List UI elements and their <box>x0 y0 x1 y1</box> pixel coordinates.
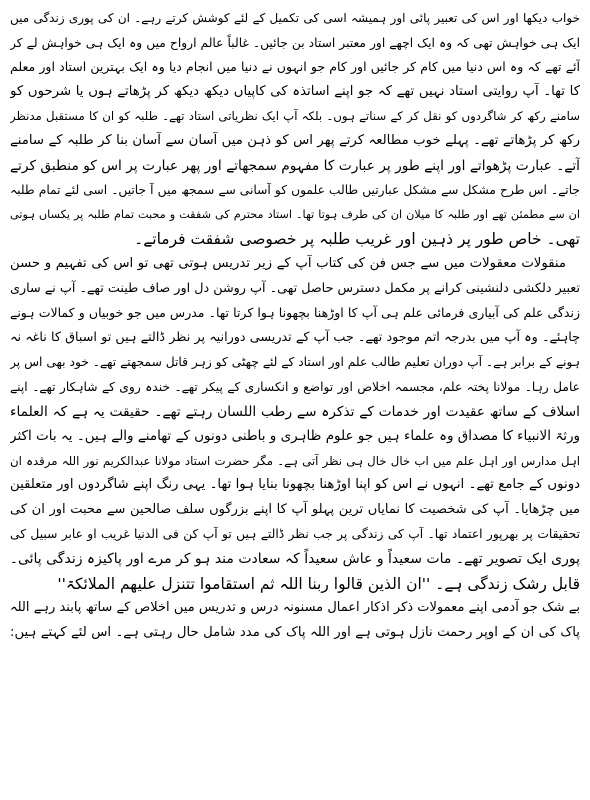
text-line: بے شک جو آدمی اپنے معمولات ذکر اذکار اعمال مسنونہ درس و تدریس میں اخلاص کے ساتھ پابند رہے اللہ <box>10 600 580 616</box>
text-line: چاہئے۔ وہ آپ میں بدرجہ اتم موجود تھے۔ جب آپ کے تدریسی دورانیہ پر نظر ڈالتے ہیں تو اسباق کا ناغہ نہ <box>10 329 580 345</box>
text-line: پاک کی ان کے اوپر رحمت نازل ہوتی ہے اور اللہ پاک کی مدد شامل حال رہتی ہے۔ اس لئے کہتے ہیں: <box>10 624 580 640</box>
text-line: ایک ہی خواہش تھی کہ وہ ایک اچھے اور معتبر استاد بن جائیں۔ غالباً عالم ارواح میں وہ ایک ہی خواہش لے کر <box>10 35 580 50</box>
text-line: میں چڑھایا۔ آپ کی شخصیت کا نمایاں ترین پہلو آپ کا اپنے بزرگوں سلف صالحین سے محبت اور ان کی <box>10 501 580 517</box>
text-line: پوری ایک تصویر تھے۔ مات سعیداً و عاش سعیداً کہ سعادت مند ہو کر مرے اور پاکیزہ زندگی پائی۔ <box>10 551 580 568</box>
text-line: ورثۃ الانبیاء کا مصداق وہ علماء ہیں جو علوم ظاہری و باطنی دونوں کے تھامنے والے ہیں۔ یہ بات اکثر <box>10 428 580 445</box>
text-line: قابل رشک زندگی ہے۔ ''ان الذین قالوا ربنا اللہ ثم استقاموا تتنزل علیھم الملائکۃ'' <box>57 574 580 593</box>
text-line: ان سے مطمئن تھے اور طلبہ کا میلان ان کی طرف ہوتا تھا۔ استاد محترم کی شفقت و محبت تمام طلبہ پر یکساں ہوتی <box>10 207 580 221</box>
text-line: آتے۔ عبارت پڑھواتے اور اپنے طور پر عبارت کا مفہوم سمجھاتے اور پھر عبارت پر اس کو منطبق کرتے <box>10 157 580 174</box>
text-line: منقولات معقولات میں سے جس فن کی کتاب آپ کے زیر تدریس ہوتی تھی تو اس کی تفہیم و حسن <box>10 255 566 271</box>
text-line: تعبیر دلکشی دلنشینی کرانے پر مکمل دسترس حاصل تھی۔ آپ روشن دل اور صاف طینت تھے۔ آپ نے ساری <box>10 280 580 296</box>
text-line: آئے تھے کہ وہ اس دنیا میں کام کر جائیں اور کام جو انہوں نے دنیا میں انجام دیا وہ ایک بہترین استاد اور معلم <box>10 59 580 75</box>
text-line: تحقیقات پر بھرپور اعتماد تھا۔ آپ کی زندگی پر جب نظر ڈالتے ہیں تو آپ کن فی الدنیا غریب او عابر سبیل کی <box>10 527 580 542</box>
text-line: تھی۔ خاص طور پر ذہین اور غریب طلبہ پر خصوصی شفقت فرماتے۔ <box>134 230 580 249</box>
text-line: کا تھا۔ آپ روایتی استاد نہیں تھے کہ جو اپنے اساتذہ کی کاپیاں دیکھ دیکھ کر پڑھاتے ہوں یا شرحوں کو <box>10 83 580 99</box>
text-line: سامنے رکھ کر شاگردوں کو نقل کر کے سناتے ہوں۔ بلکہ آپ ایک نظریاتی استاد تھے۔ طلبہ کو ان کا مستقبل مدنظر <box>10 109 580 124</box>
text-line: اہل مدارس اور اہل علم میں اب خال خال ہی نظر آتی ہے۔ مگر حضرت استاد مولانا عبدالکریم نور اللہ مرقدہ ان <box>10 453 580 468</box>
text-line: ہونے کے برابر ہے۔ آپ دوران تعلیم طالب علم اور استاد کے لئے چھٹی کو زہر قاتل سمجھتے تھے۔ خود بھی اس پر <box>10 355 580 370</box>
text-line: دونوں کے جامع تھے۔ انہوں نے اس کو اپنا اوڑھنا بچھونا بنایا ہوا تھا۔ یہی رنگ اپنے شاگردوں اور متعلقین <box>10 477 580 493</box>
text-line: عامل رہا۔ مولانا پختہ علم، مجسمہ اخلاص اور تواضع و انکساری کے پیکر تھے۔ خندہ روی کے شاہکار تھے۔ اپنے <box>10 379 580 394</box>
text-line: خواب دیکھا اور اس کی تعبیر پائی اور ہمیشہ اسی کی تکمیل کے لئے کوشش کرتے رہے۔ ان کی پوری زندگی میں <box>10 11 580 25</box>
text-line: رکھ کر پڑھاتے تھے۔ پہلے خوب مطالعہ کرتے پھر اس کو ذہن میں آسان سے آسان بنا کر طلبہ کے سامنے <box>10 132 580 148</box>
text-line: جاتے۔ اس طرح مشکل سے مشکل عبارتیں طالب علموں کو آسانی سے سمجھ میں آ جاتیں۔ اسی لئے تمام طلبہ <box>10 183 580 198</box>
text-line: زندگی علم کی آبیاری فرمائی علم ہی آپ کا اوڑھنا بچھونا ہوا کرتا تھا۔ مدرس میں جو خوبیاں و کمالات ہونے <box>10 305 580 321</box>
document-page <box>10 6 580 794</box>
text-line: اسلاف کے ساتھ عقیدت اور خدمات کے تذکرہ سے رطب اللسان رہتے تھے۔ حقیقت یہ ہے کہ العلماء <box>10 403 580 420</box>
